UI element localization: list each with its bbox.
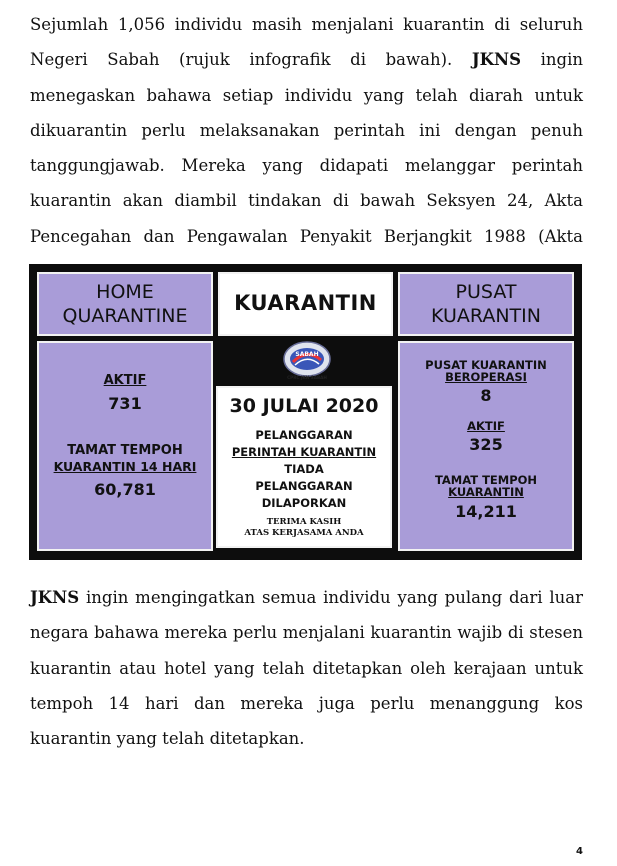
pusat-tamat-value: 14,211	[455, 502, 517, 521]
logo-caption: CPRC JKN SABAH	[287, 375, 327, 380]
violation-line3: TIADA	[284, 462, 324, 476]
pusat-kuarantin-panel	[398, 341, 574, 551]
report-date: 30 JULAI 2020	[229, 395, 379, 417]
violation-line4: PELANGGARAN	[255, 479, 353, 493]
home-aktif-value: 731	[108, 394, 142, 413]
kuarantin-header	[218, 272, 393, 336]
org-name-2: JKNS	[30, 588, 80, 607]
paragraph-rest: ingin menegaskan bahawa setiap individu yang telah diarah untuk dikuarantin perlu melaksanakan perintah ini dengan penuh tanggungjawab. Mereka yang didapati melanggar perintah kuarantin akan diambil tindakan di bawah Seksyen 24, Akta Pencegahan dan Pengawalan Penyakit Berjangkit 1988 (Akta	[30, 50, 583, 246]
date-violation-box	[216, 386, 392, 548]
org-name: JKNS	[471, 50, 522, 70]
violation-line2: PERINTAH KUARANTIN	[231, 445, 377, 459]
operasi-value: 8	[480, 386, 492, 405]
home-header-line2: QUARANTINE	[62, 305, 188, 327]
home-quarantine-header	[37, 272, 213, 336]
paragraph-quarantine-status	[30, 7, 583, 289]
pusat-tamat-label-line2: KUARANTIN	[448, 485, 524, 499]
home-tamat-label-line2: KUARANTIN 14 HARI	[53, 459, 197, 474]
home-aktif-label: AKTIF	[103, 373, 147, 388]
violation-line5: DILAPORKAN	[261, 496, 347, 510]
jkn-sabah-logo	[281, 340, 333, 382]
home-tamat-value: 60,781	[94, 480, 156, 499]
paragraph2-rest: ingin mengingatkan semua individu yang pulang dari luar negara bahawa mereka perlu menjalani kuarantin wajib di stesen kuarantin atau hotel yang telah ditetapkan oleh kerajaan untuk tempoh 14 hari dan mereka juga perlu menanggung kos kuarantin yang telah ditetapkan.	[30, 588, 583, 749]
operasi-label-line2: BEROPERASI	[445, 370, 527, 384]
violation-line1: PELANGGARAN	[255, 428, 353, 442]
pusat-aktif-label: AKTIF	[467, 419, 505, 433]
thanks-line2: ATAS KERJASAMA ANDA	[244, 528, 364, 538]
center-header: KUARANTIN	[234, 291, 377, 315]
violation-text	[218, 427, 390, 512]
pusat-header-line2: KUARANTIN	[431, 305, 541, 327]
pusat-kuarantin-header	[398, 272, 574, 336]
pusat-aktif-value: 325	[469, 435, 503, 454]
operasi-label-line1: PUSAT KUARANTIN	[425, 358, 547, 372]
logo-text: SABAH	[295, 351, 319, 358]
thanks-note	[218, 517, 390, 539]
paragraph-returnee-reminder	[30, 580, 583, 756]
home-quarantine-panel	[37, 341, 213, 551]
thanks-line1: TERIMA KASIH	[266, 517, 342, 527]
pusat-header-line1: PUSAT	[455, 281, 517, 303]
pusat-tamat-label-line1: TAMAT TEMPOH	[434, 473, 538, 487]
home-header-line1: HOME	[96, 281, 154, 303]
paragraph-lead: Sejumlah 1,056 individu masih menjalani kuarantin di seluruh Negeri Sabah (rujuk infografik di bawah).	[30, 15, 583, 70]
home-tamat-label-line1: TAMAT TEMPOH	[67, 443, 183, 458]
quarantine-infographic	[29, 264, 582, 560]
page-number: 4	[576, 846, 583, 857]
